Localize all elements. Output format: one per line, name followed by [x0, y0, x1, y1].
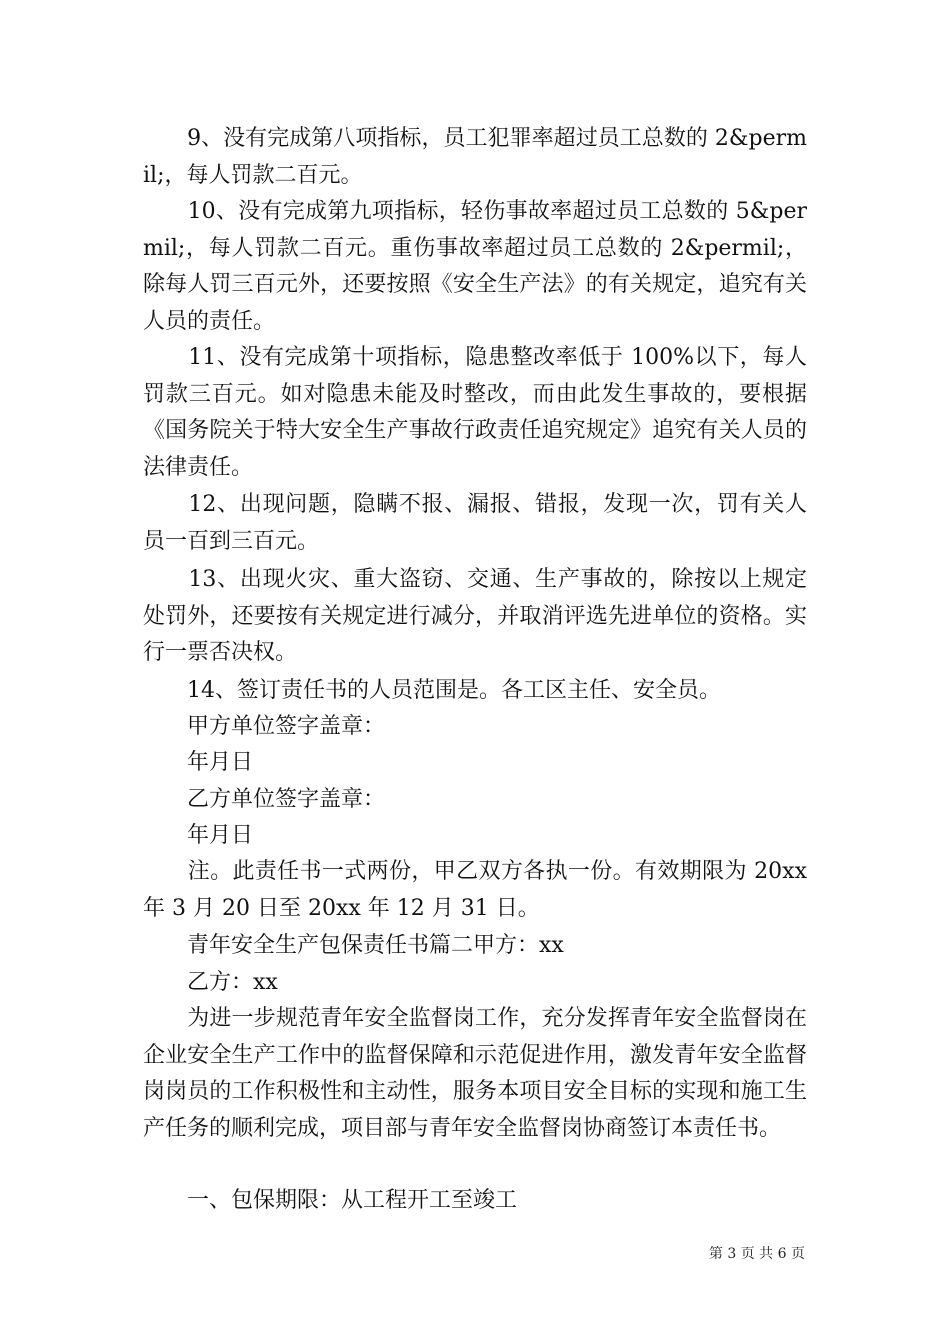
party-b-line: 乙方：xx: [143, 970, 278, 995]
party-b-date-line: 年月日: [143, 823, 254, 848]
clause-one-heading: 一、包保期限：从工程开工至竣工: [143, 1188, 518, 1213]
paragraph-item-11: 11、没有完成第十项指标，隐患整改率低于 100%以下，每人罚款三百元。如对隐患未能及时整改，而由此发生事故的，要根据《国务院关于特大安全生产事故行政责任追究规定》追究有关人员的法律责任。: [143, 345, 807, 480]
party-a-signature-label: 甲方单位签字盖章：: [143, 714, 386, 739]
note-paragraph: 注。此责任书一式两份，甲乙双方各执一份。有效期限为 20xx 年 3 月 20 日至 20xx 年 12 月 31 日。: [143, 859, 807, 921]
preamble-paragraph: 为进一步规范青年安全监督岗工作，充分发挥青年安全监督岗在企业安全生产工作中的监督保障和示范促进作用，激发青年安全监督岗岗员的工作积极性和主动性，服务本项目安全目标的实现和施工生产任务的顺利完成，项目部与青年安全监督岗协商签订本责任书。: [143, 1006, 807, 1141]
section-two-heading: 青年安全生产包保责任书篇二甲方：xx: [143, 933, 564, 958]
paragraph-item-14: 14、签订责任书的人员范围是。各工区主任、安全员。: [143, 678, 721, 703]
paragraph-item-10: 10、没有完成第九项指标，轻伤事故率超过员工总数的 5&permil;，每人罚款二百元。重伤事故率超过员工总数的 2&permil;，除每人罚三百元外，还要按照《安全生产法》的有关规定，追究有关人员的责任。: [143, 199, 807, 334]
page-number-footer: 第 3 页 共 6 页: [708, 1246, 805, 1262]
party-b-signature-label: 乙方单位签字盖章：: [143, 787, 386, 812]
paragraph-item-12: 12、出现问题，隐瞒不报、漏报、错报，发现一次，罚有关人员一百到三百元。: [143, 492, 807, 554]
paragraph-item-13: 13、出现火灾、重大盗窃、交通、生产事故的，除按以上规定处罚外，还要按有关规定进行减分，并取消评选先进单位的资格。实行一票否决权。: [143, 567, 807, 665]
paragraph-item-9: 9、没有完成第八项指标，员工犯罪率超过员工总数的 2&permil;，每人罚款二百元。: [143, 126, 807, 188]
party-a-date-line: 年月日: [143, 750, 254, 775]
